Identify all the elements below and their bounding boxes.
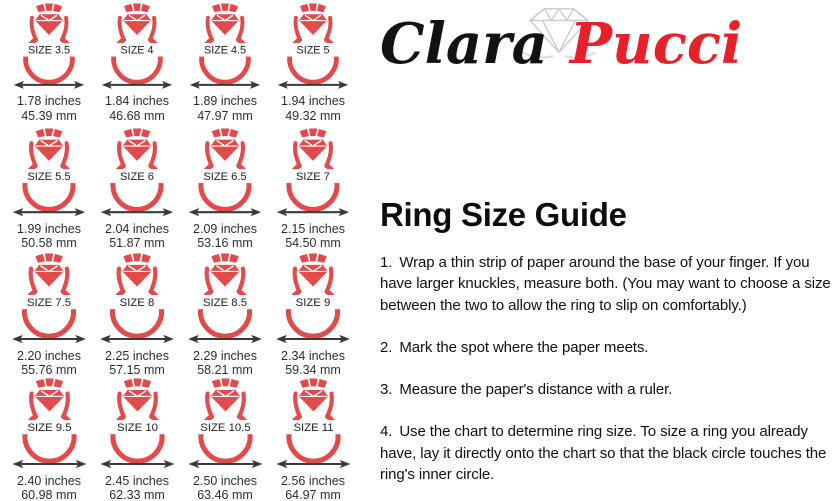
- ring-size-label: SIZE 5: [296, 44, 330, 57]
- ring-measurements: [193, 349, 257, 379]
- ring-diameter-inches: 2.50 inches: [193, 473, 257, 488]
- ring-with-diamond-icon: [101, 3, 173, 93]
- ring-with-diamond-icon: [277, 3, 349, 93]
- ring-diameter-mm: 45.39 mm: [21, 108, 77, 123]
- ring-diameter-mm: 62.33 mm: [109, 488, 165, 501]
- page-title: Ring Size Guide: [380, 196, 627, 233]
- ring-diameter-mm: 64.97 mm: [285, 488, 341, 501]
- ring-diameter-mm: 59.34 mm: [285, 363, 341, 378]
- ring-measurements: [193, 474, 257, 501]
- ring-size-cell: [13, 3, 85, 128]
- ring-size-cell: [98, 378, 177, 501]
- instruction-step: [380, 252, 838, 316]
- step-number: 2.: [380, 338, 393, 356]
- ring-size-label: SIZE 6: [120, 170, 154, 183]
- instruction-steps: [380, 252, 838, 501]
- ring-diameter-inches: 2.56 inches: [281, 473, 345, 488]
- ring-with-diamond-icon: [13, 3, 85, 93]
- ring-diameter-inches: 2.34 inches: [281, 348, 345, 363]
- ring-size-label: SIZE 8.5: [202, 297, 248, 310]
- ring-size-cell: [101, 3, 173, 128]
- ring-size-cell: [276, 128, 350, 253]
- instruction-step: [380, 337, 838, 358]
- ring-diameter-mm: 47.97 mm: [197, 108, 253, 123]
- ring-diameter-mm: 46.68 mm: [109, 108, 165, 123]
- ring-size-label: SIZE 11: [292, 422, 334, 435]
- ring-size-cell: [100, 128, 174, 253]
- ring-measurements: [281, 474, 345, 501]
- instruction-step: [380, 421, 838, 485]
- ring-size-cell: [186, 378, 265, 501]
- ring-with-diamond-icon: [275, 253, 351, 348]
- ring-measurements: [105, 349, 169, 379]
- ring-with-diamond-icon: [276, 128, 350, 221]
- step-text: Use the chart to determine ring size. To size a ring you already have, lay it directly onto the chart so that the black circle touches the ring's inner circle.: [380, 423, 827, 484]
- ring-diameter-inches: 2.29 inches: [193, 348, 257, 363]
- ring-diameter-inches: 1.89 inches: [193, 94, 257, 108]
- ring-size-cell: [275, 253, 351, 378]
- ring-size-cell: [11, 253, 87, 378]
- step-text: Measure the paper's distance with a ruler.: [399, 381, 673, 399]
- ring-measurements: [193, 222, 257, 252]
- ring-size-label: SIZE 7: [296, 170, 330, 183]
- brand-logo: [380, 4, 780, 106]
- ring-size-grid: [5, 3, 367, 501]
- ring-with-diamond-icon: [100, 128, 174, 221]
- ring-size-label: SIZE 10: [116, 422, 158, 435]
- instruction-step: [380, 379, 838, 400]
- brand-name-pucci: Pucci: [569, 11, 743, 77]
- ring-size-label: SIZE 7.5: [26, 297, 72, 310]
- ring-size-label: SIZE 5.5: [27, 170, 71, 183]
- ring-size-label: SIZE 10.5: [199, 422, 251, 435]
- ring-diameter-inches: 2.45 inches: [105, 473, 169, 488]
- ring-diameter-mm: 54.50 mm: [285, 236, 341, 251]
- ring-size-cell: [188, 128, 262, 253]
- ring-size-label: SIZE 8: [119, 297, 155, 310]
- ring-measurements: [105, 94, 169, 124]
- ring-diameter-inches: 2.20 inches: [17, 348, 81, 363]
- ring-size-cell: [187, 253, 263, 378]
- ring-with-diamond-icon: [186, 378, 265, 473]
- step-number: 1.: [380, 254, 393, 271]
- step-text: Mark the spot where the paper meets.: [399, 338, 649, 356]
- brand-name-clara: Clara: [380, 11, 548, 77]
- ring-size-cell: [274, 378, 353, 501]
- ring-measurements: [281, 349, 345, 379]
- ring-size-cell: [12, 128, 86, 253]
- ring-measurements: [105, 222, 169, 252]
- ring-diameter-inches: 1.78 inches: [17, 94, 81, 108]
- ring-with-diamond-icon: [99, 253, 175, 348]
- ring-measurements: [193, 94, 257, 124]
- ring-diameter-inches: 2.09 inches: [193, 221, 257, 236]
- ring-diameter-mm: 57.15 mm: [109, 363, 165, 378]
- ring-diameter-mm: 60.98 mm: [21, 488, 77, 501]
- ring-diameter-mm: 63.46 mm: [197, 488, 253, 501]
- ring-with-diamond-icon: [189, 3, 261, 93]
- ring-diameter-inches: 1.84 inches: [105, 94, 169, 108]
- step-number: 3.: [380, 381, 393, 399]
- ring-diameter-inches: 2.40 inches: [17, 473, 81, 488]
- ring-size-label: SIZE 4: [120, 44, 154, 57]
- ring-diameter-inches: 1.94 inches: [281, 94, 345, 108]
- ring-diameter-mm: 49.32 mm: [285, 108, 341, 123]
- ring-size-cell: [99, 253, 175, 378]
- ring-size-label: SIZE 9: [295, 297, 331, 310]
- ring-with-diamond-icon: [274, 378, 353, 473]
- ring-diameter-inches: 2.04 inches: [105, 221, 169, 236]
- ring-diameter-mm: 53.16 mm: [197, 236, 253, 251]
- ring-with-diamond-icon: [12, 128, 86, 221]
- ring-diameter-mm: 50.58 mm: [21, 236, 77, 251]
- ring-size-label: SIZE 3.5: [28, 44, 70, 57]
- ring-size-label: SIZE 9.5: [26, 422, 72, 435]
- guide-pane: [377, 0, 839, 501]
- ring-with-diamond-icon: [10, 378, 89, 473]
- ring-measurements: [17, 94, 81, 124]
- ring-size-cell: [10, 378, 89, 501]
- ring-with-diamond-icon: [188, 128, 262, 221]
- ring-measurements: [17, 349, 81, 379]
- ring-with-diamond-icon: [11, 253, 87, 348]
- ring-measurements: [17, 474, 81, 501]
- ring-diameter-inches: 2.25 inches: [105, 348, 169, 363]
- step-number: 4.: [380, 423, 393, 441]
- ring-diameter-inches: 1.99 inches: [17, 221, 81, 236]
- ring-with-diamond-icon: [187, 253, 263, 348]
- ring-diameter-inches: 2.15 inches: [281, 221, 345, 236]
- ring-measurements: [17, 222, 81, 252]
- ring-size-cell: [189, 3, 261, 128]
- ring-size-label: SIZE 6.5: [203, 170, 247, 183]
- ring-size-label: SIZE 4.5: [204, 44, 246, 57]
- ring-measurements: [105, 474, 169, 501]
- brand-name: [380, 11, 743, 77]
- ring-measurements: [281, 222, 345, 252]
- step-text: Wrap a thin strip of paper around the base of your finger. If you have larger knuckles, measure both. (You may want to choose a size between the two to allow the ring to slip on comfortably.): [380, 254, 831, 314]
- ring-diameter-mm: 55.76 mm: [21, 363, 77, 378]
- ring-measurements: [281, 94, 345, 124]
- ring-diameter-mm: 51.87 mm: [109, 236, 165, 251]
- ring-with-diamond-icon: [98, 378, 177, 473]
- ring-diameter-mm: 58.21 mm: [197, 363, 253, 378]
- ring-size-cell: [277, 3, 349, 128]
